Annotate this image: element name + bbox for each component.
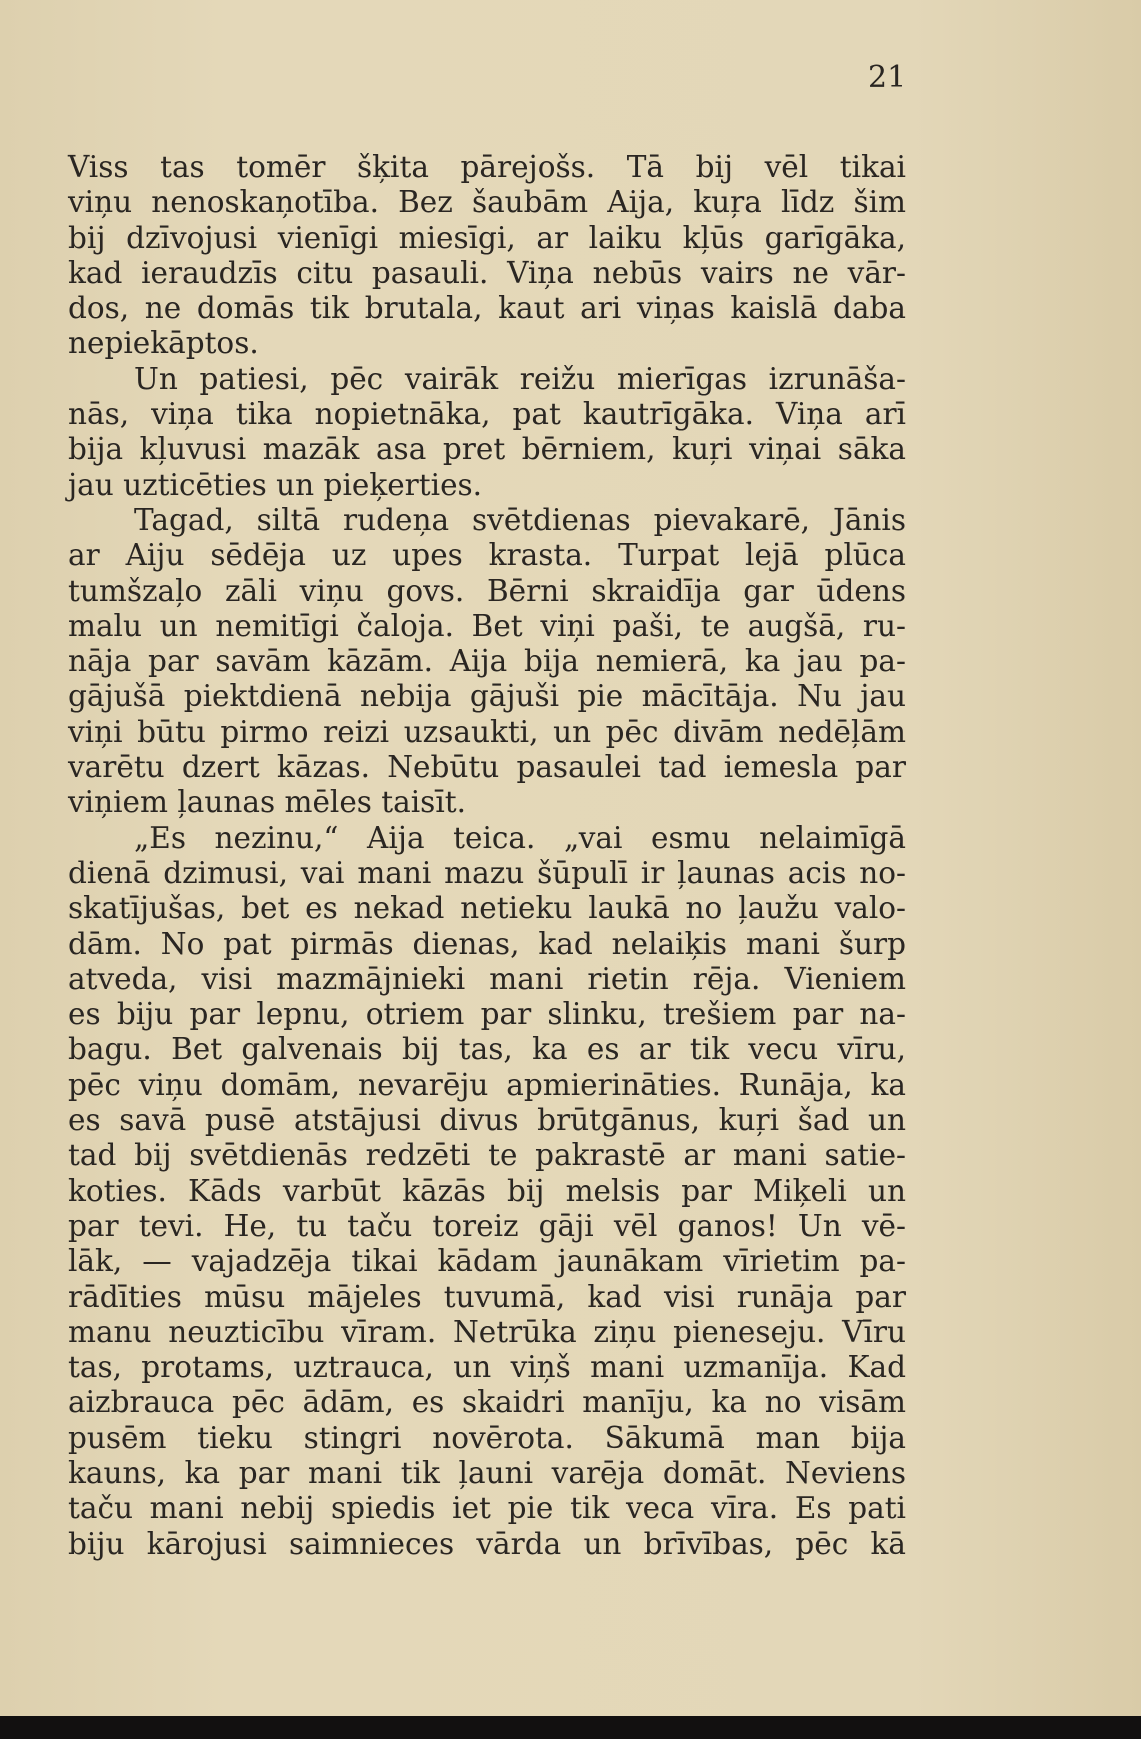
text-line: viņiem ļaunas mēles taisīt. [68, 785, 466, 820]
text-line: biju kārojusi saimnieces vārda un brīvības, pēc kā [68, 1526, 906, 1561]
text-line: varētu dzert kāzas. Nebūtu pasaulei tad iemesla par [68, 750, 906, 785]
text-line: bij dzīvojusi vienīgi miesīgi, ar laiku kļūs garīgāka, [68, 220, 906, 255]
text-line: es biju par lepnu, otriem par slinku, trešiem par na- [68, 997, 906, 1032]
text-line: taču mani nebij spiedis iet pie tik veca vīra. Es pati [68, 1491, 906, 1526]
text-line: Tagad, siltā rudeņa svētdienas pievakarē, Jānis [134, 502, 906, 537]
text-line: skatījušas, bet es nekad netieku laukā no ļaužu valo- [68, 891, 906, 926]
text-line: par tevi. He, tu taču toreiz gāji vēl ganos! Un vē- [68, 1208, 906, 1243]
text-line: jau uzticēties un pieķerties. [68, 467, 483, 502]
page-number: 21 [868, 60, 907, 95]
text-line: malu un nemitīgi čaloja. Bet viņi paši, te augšā, ru- [68, 608, 906, 643]
text-line: ar Aiju sēdēja uz upes krasta. Turpat lejā plūca [68, 538, 906, 573]
text-line: tumšzaļo zāli viņu govs. Bērni skraidīja gar ūdens [68, 573, 906, 608]
text-line: pusēm tieku stingri novērota. Sākumā man bija [68, 1420, 906, 1455]
text-line: kauns, ka par mani tik ļauni varēja domāt. Neviens [68, 1455, 906, 1490]
text-line: bija kļuvusi mazāk asa pret bērniem, kuŗi viņai sāka [68, 432, 906, 467]
text-line: viņi būtu pirmo reizi uzsaukti, un pēc divām nedēļām [68, 714, 906, 749]
text-line: gājušā piektdienā nebija gājuši pie mācītāja. Nu jau [68, 679, 906, 714]
text-line: Viss tas tomēr šķita pārejošs. Tā bij vēl tikai [68, 150, 906, 184]
text-line: pēc viņu domām, nevarēju apmierināties. Runāja, ka [68, 1067, 906, 1102]
text-line: atveda, visi mazmājnieki mani rietin rēja. Vieniem [68, 961, 906, 996]
text-line: viņu nenoskaņotība. Bez šaubām Aija, kuŗa līdz šim [68, 185, 906, 220]
text-line: dienā dzimusi, vai mani mazu šūpulī ir ļaunas acis no- [68, 855, 906, 890]
body-text [68, 150, 906, 1562]
text-line: manu neuzticību vīram. Netrūka ziņu pieneseju. Vīru [68, 1314, 906, 1349]
text-line: lāk, — vajadzēja tikai kādam jaunākam vīrietim pa- [68, 1244, 906, 1279]
text-line: kad ieraudzīs citu pasauli. Viņa nebūs vairs ne vār- [68, 255, 906, 290]
text-line: dos, ne domās tik brutala, kaut ari viņas kaislā daba [68, 291, 906, 326]
text-line: dām. No pat pirmās dienas, kad nelaiķis mani šurp [68, 926, 906, 961]
text-line: nepiekāptos. [68, 326, 259, 361]
text-line: aizbrauca pēc ādām, es skaidri manīju, ka no visām [68, 1385, 906, 1420]
text-line: es savā pusē atstājusi divus brūtgānus, kuŗi šad un [68, 1103, 906, 1138]
text-line: rādīties mūsu mājeles tuvumā, kad visi runāja par [68, 1279, 906, 1314]
text-line: koties. Kāds varbūt kāzās bij melsis par Miķeli un [68, 1173, 906, 1208]
text-line: „Es nezinu,“ Aija teica. „vai esmu nelaimīgā [134, 820, 906, 855]
text-line: tad bij svētdienās redzēti te pakrastē ar mani satie- [68, 1138, 906, 1173]
text-line: bagu. Bet galvenais bij tas, ka es ar tik vecu vīru, [68, 1032, 906, 1067]
text-line: nāja par savām kāzām. Aija bija nemierā, ka jau pa- [68, 644, 906, 679]
scan-edge [0, 1716, 1141, 1739]
text-line: nās, viņa tika nopietnāka, pat kautrīgāka. Viņa arī [68, 397, 906, 432]
text-line: tas, protams, uztrauca, un viņš mani uzmanīja. Kad [68, 1350, 906, 1385]
text-line: Un patiesi, pēc vairāk reižu mierīgas izrunāša- [134, 361, 906, 396]
